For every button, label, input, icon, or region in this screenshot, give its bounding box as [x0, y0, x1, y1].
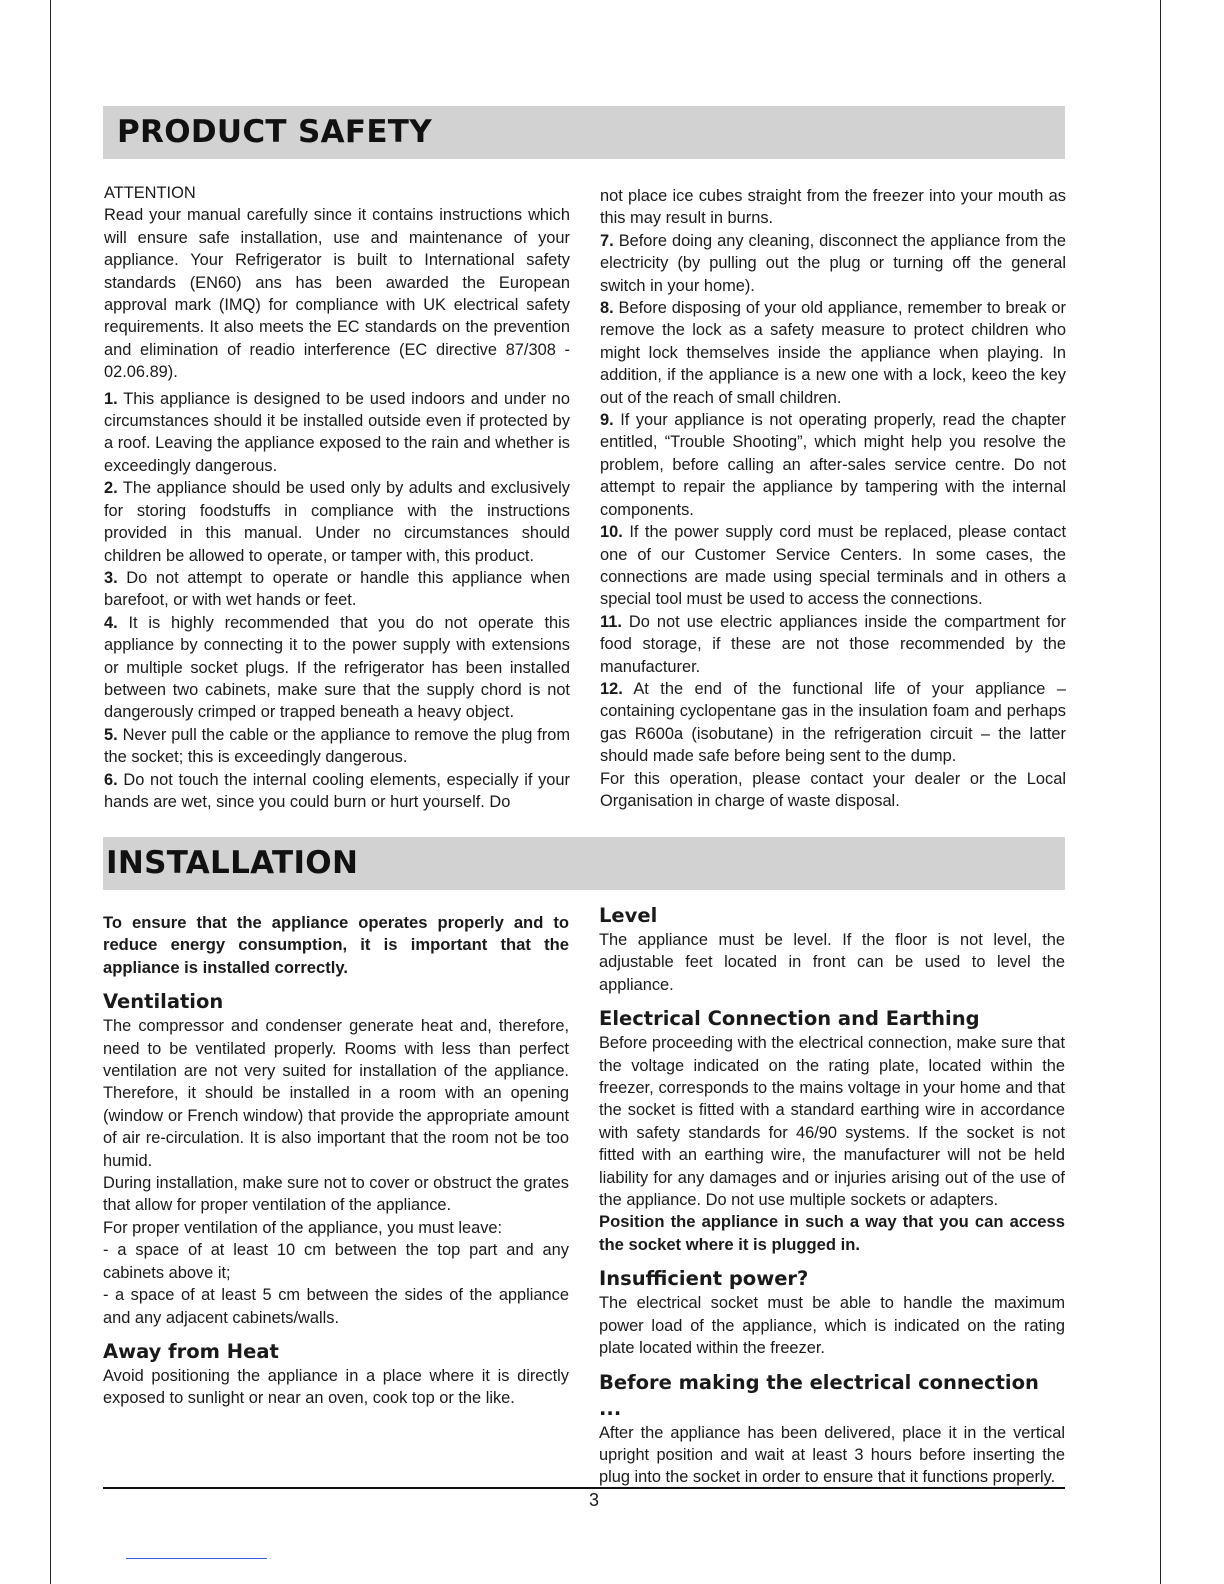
item-number: 10. [600, 523, 623, 542]
safety-item-1 [104, 388, 570, 478]
item-text: At the end of the functional life of your appliance – containing cyclopentane gas in the insulation foam and perhaps gas R600a (isobutane) in the refrigeration circuit – the latter should made safe before being sent to the dump. [600, 679, 1066, 766]
safety-item-9 [600, 409, 1066, 521]
item-number: 5. [104, 725, 118, 744]
installation-lead: To ensure that the appliance operates properly and to reduce energy consumption, it is important that the appliance is installed correctly. [103, 913, 569, 977]
level-heading: Level [599, 904, 658, 927]
ventilation-paragraph: - a space of at least 5 cm between the sides of the appliance and any adjacent cabinets/walls. [103, 1286, 569, 1327]
attention-label: ATTENTION [104, 184, 196, 202]
ventilation-paragraph: - a space of at least 10 cm between the top part and any cabinets above it; [103, 1241, 569, 1282]
before-connection-paragraph: After the appliance has been delivered, place it in the vertical upright position and wait at least 3 hours before inserting the plug into the socket in order to ensure that it functions properly. [599, 1423, 1065, 1487]
item-number: 12. [600, 679, 623, 698]
installation-left-column [103, 912, 569, 1410]
item-text: If the power supply cord must be replaced, please contact one of our Customer Service Centers. In some cases, the connections are made using special terminals and in others a special tool must be used to access the connections. [600, 523, 1066, 609]
safety-item-10 [600, 521, 1066, 611]
safety-item-11 [600, 611, 1066, 678]
item-number: 7. [600, 231, 614, 250]
safety-closing: For this operation, please contact your dealer or the Local Organisation in charge of waste disposal. [600, 769, 1066, 810]
product-safety-right-column [600, 185, 1066, 812]
item-number: 6. [104, 770, 118, 789]
page-border-right [1160, 0, 1161, 1584]
page-number: 3 [588, 1490, 599, 1510]
item-number: 11. [600, 612, 622, 631]
installation-right-column [599, 903, 1065, 1489]
safety-intro: Read your manual carefully since it contains instructions which will ensure safe installation, use and maintenance of your appliance. Your Refrigerator is built to International safety standards (EN60) ans has been awarded the European approval mark (IMQ) for compliance with UK electrical safety requirements. It also meets the EC standards on the prevention and elimination of readio interference (EC directive 87/308 - 02.06.89). [104, 206, 570, 382]
ventilation-heading: Ventilation [103, 990, 224, 1014]
insufficient-power-section [599, 1266, 1065, 1359]
footer-rule [103, 1487, 1065, 1489]
item-number: 1. [104, 389, 118, 408]
safety-item-8 [600, 297, 1066, 409]
electrical-paragraph: Before proceeding with the electrical connection, make sure that the voltage indicated on the rating plate, located within the freezer, corresponds to the mains voltage in your home and that the socket is fitted with a standard earthing wire in accordance with safety standards for 46/90 systems. If the socket is not fitted with an earthing wire, the manufacturer will not be held liability for any damages and or injuries arising out of the use of the appliance. Do not use multiple sockets or adapters. [599, 1034, 1065, 1210]
item-text: The appliance should be used only by adults and exclusively for storing foodstuffs in compliance with the instructions provided in this manual. Under no circumstances should children be allowed to operate, or tamper with, this product. [104, 479, 571, 565]
item-number: 3. [104, 568, 118, 587]
ventilation-paragraph: The compressor and condenser generate heat and, therefore, need to be ventilated properly. Rooms with less than perfect ventilation are not very suited for installation of the appliance. Therefore, it should be installed in a room with an opening (window or French window) that provide the appropriate amount of air re-circulation. It is also important that the room not be too humid. [103, 1017, 569, 1170]
item-text: Never pull the cable or the appliance to remove the plug from the socket; this is exceedingly dangerous. [104, 725, 570, 767]
item-text: It is highly recommended that you do not operate this appliance by connecting it to the power supply with extensions or multiple socket plugs. If the refrigerator has been installed between two cabinets, make sure that the supply chord is not dangerously crimped or trapped beneath a heavy object. [104, 613, 570, 722]
electrical-bold-note: Position the appliance in such a way that you can access the socket where it is plugged in. [599, 1212, 1065, 1254]
item-text: This appliance is designed to be used indoors and under no circumstances should it be installed outside even if protected by a roof. Leaving the appliance exposed to the rain and whether is exceedingly dangerous. [104, 389, 570, 475]
away-from-heat-section [103, 1339, 569, 1410]
item-text: Before doing any cleaning, disconnect the appliance from the electricity (by pulling out the plug or turning off the general switch in your home). [600, 231, 1067, 295]
insufficient-power-heading: Insufficient power? [599, 1267, 809, 1291]
item-text: Do not attempt to operate or handle this appliance when barefoot, or with wet hands or feet. [104, 568, 570, 610]
electrical-heading: Electrical Connection and Earthing [599, 1007, 980, 1031]
item-number: 2. [104, 479, 118, 498]
safety-item-6 [104, 769, 570, 814]
page-border-left [50, 0, 51, 1584]
before-connection-heading: Before making the electrical connection ... [599, 1370, 1039, 1420]
insufficient-power-paragraph: The electrical socket must be able to handle the maximum power load of the appliance, which is indicated on the rating plate located within the freezer. [599, 1294, 1065, 1358]
ventilation-paragraph: During installation, make sure not to cover or obstruct the grates that allow for proper ventilation of the appliance. [103, 1174, 569, 1215]
item-number: 4. [104, 613, 118, 632]
product-safety-left-column [104, 182, 570, 813]
item-text: Do not use electric appliances inside the compartment for food storage, if these are not those recommended by the manufacturer. [600, 612, 1066, 676]
safety-item-12 [600, 678, 1066, 768]
safety-item-3 [104, 567, 570, 612]
item-text: If your appliance is not operating properly, read the chapter entitled, “Trouble Shooting”, which might help you resolve the problem, before calling an after-sales service centre. Do not attempt to repair the appliance by tampering with the internal components. [600, 411, 1066, 519]
safety-item-6-continued: not place ice cubes straight from the freezer into your mouth as this may result in burns. [600, 187, 1066, 228]
ventilation-section [103, 989, 569, 1329]
ventilation-paragraph: For proper ventilation of the appliance, you must leave: [103, 1218, 503, 1237]
footer-blue-line [126, 1558, 267, 1559]
safety-item-5 [104, 724, 570, 769]
away-from-heat-paragraph: Avoid positioning the appliance in a place where it is directly exposed to sunlight or near an oven, cook top or the like. [103, 1366, 569, 1408]
safety-item-4 [104, 612, 570, 724]
product-safety-heading: PRODUCT SAFETY [103, 106, 1065, 159]
level-paragraph: The appliance must be level. If the floor is not level, the adjustable feet located in front can be used to level the appliance. [599, 931, 1065, 994]
safety-item-7 [600, 230, 1066, 297]
item-number: 9. [600, 411, 614, 430]
away-from-heat-heading: Away from Heat [103, 1339, 279, 1363]
item-text: Before disposing of your old appliance, remember to break or remove the lock as a safety measure to protect children who might lock themselves inside the appliance when playing. In addition, if the appliance is a new one with a lock, keeo the key out of the reach of small children. [600, 299, 1066, 407]
safety-item-2 [104, 477, 570, 567]
electrical-section [599, 1006, 1065, 1256]
installation-heading: INSTALLATION [103, 837, 1065, 890]
item-number: 8. [600, 299, 614, 318]
before-connection-section [599, 1370, 1065, 1489]
level-section [599, 903, 1065, 996]
item-text: Do not touch the internal cooling elements, especially if your hands are wet, since you could burn or hurt yourself. Do [104, 770, 571, 811]
